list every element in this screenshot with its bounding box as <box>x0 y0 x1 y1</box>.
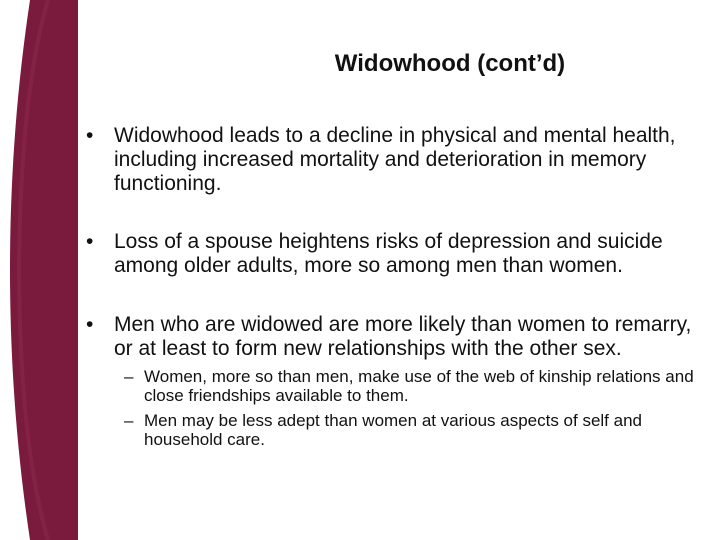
sub-bullet-marker: – <box>124 367 134 386</box>
bullet-item <box>86 230 710 278</box>
bullet-item <box>86 313 710 361</box>
sub-bullet-text: Women, more so than men, make use of the web of kinship relations and close friendships available to them. <box>144 367 694 405</box>
sub-bullet-text: Men may be less adept than women at various aspects of self and household care. <box>144 411 642 449</box>
bullet-text: Men who are widowed are more likely than women to remarry, or at least to form new relationships with the other sex. <box>114 313 692 360</box>
bullet-text: Widowhood leads to a decline in physical and mental health, including increased mortality and deterioration in memory functioning. <box>114 124 676 195</box>
bullet-marker: • <box>86 124 94 147</box>
sub-bullet-item <box>86 367 710 405</box>
sub-bullet-item <box>86 411 710 449</box>
slide-title: Widowhood (cont’d) <box>334 50 566 77</box>
slide-content <box>86 124 710 449</box>
bullet-marker: • <box>86 230 94 253</box>
sub-bullet-marker: – <box>124 411 134 430</box>
bullet-item <box>86 124 710 196</box>
bullet-marker: • <box>86 313 94 336</box>
bullet-text: Loss of a spouse heightens risks of depression and suicide among older adults, more so among men than women. <box>114 230 663 277</box>
